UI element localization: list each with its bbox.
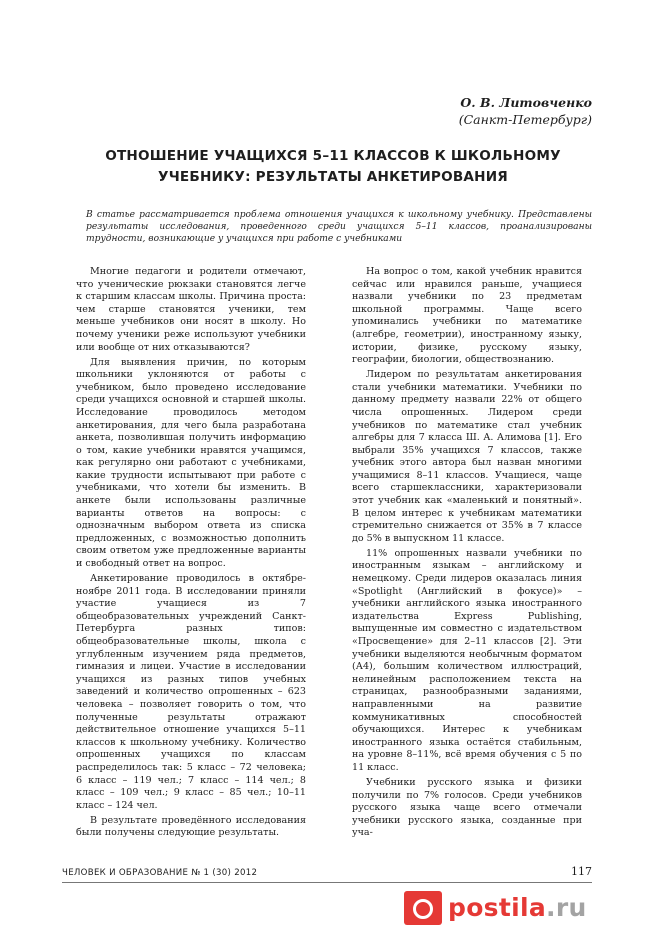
paragraph: Для выявления причин, по которым школьники уклоняются от работы с учебником, было проведено исследование среди учащихся основной и старшей школы. Исследование проводилось методом анкетирования, для чего была разработана анкета, позволившая получить информацию о том, какие учебники нравятся учащимся, как регулярно они работают с учебниками, какие трудности испытывают при работе с учебниками, что хотели бы изменить. В анкете были использованы различные варианты ответов на вопросы: с однозначным выбором ответа из списка предложенных, с возможностью дополнить своим ответом уже предложенные варианты и свободный ответ на вопрос. — [76, 356, 306, 570]
article-title-line-2: УЧЕБНИКУ: РЕЗУЛЬТАТЫ АНКЕТИРОВАНИЯ — [158, 169, 508, 185]
page-number: 117 — [571, 865, 592, 878]
watermark-site: postila — [448, 893, 547, 922]
watermark-tld: .ru — [546, 893, 587, 922]
left-column — [76, 266, 306, 842]
paragraph: Многие педагоги и родители отмечают, что ученические рюкзаки становятся легче к старшим классам школы. Причина проста: чем старше становятся ученики, тем меньше учебников они носят в школу. Но почему ученики реже используют учебники или вообще от них отказываются? — [76, 266, 306, 353]
article-abstract: В статье рассматривается проблема отношения учащихся к школьному учебнику. Представлены результаты исследования, проведенного среди учащихся 5–11 классов, проанализированы трудности, возникающие у учащихся при работе с учебниками — [86, 210, 592, 244]
author-name: О. В. Литовченко — [460, 95, 592, 110]
postila-watermark[interactable] — [404, 890, 654, 928]
paragraph: Учебники русского языка и физики получили по 7% голосов. Среди учебников русского языка чаще всего отмечали учебники русского языка, созданные при уча- — [352, 776, 582, 839]
author-city: (Санкт-Петербург) — [458, 112, 592, 127]
article-title-line-1: ОТНОШЕНИЕ УЧАЩИХСЯ 5–11 КЛАССОВ К ШКОЛЬНОМУ — [105, 148, 561, 164]
paragraph: 11% опрошенных назвали учебники по иностранным языкам – английскому и немецкому. Среди лидеров оказалась линия «Spotlight (Английский в фокусе)» – учебники английского языка иностранного издательства Express Publishing, выпущенные им совместно с издательством «Просвещение» для 2–11 классов [2]. Эти учебники выделяются необычным форматом (А4), большим количеством иллюстраций, нелинейным расположением текста на страницах, разнообразными заданиями, направленными на развитие коммуникативных способностей обучающихся. Интерес к учебникам иностранного языка остаётся стабильным, на уровне 8–11%, всё время обучения с 5 по 11 класс. — [352, 547, 582, 773]
paragraph: Анкетирование проводилось в октябре-ноябре 2011 года. В исследовании приняли участие учащиеся из 7 общеобразовательных учреждений Санкт-Петербурга разных типов: общеобразовательные школы, школа с углубленным изучением ряда предметов, гимназия и лицеи. Участие в исследовании учащихся из разных типов учебных заведений и количество опрошенных – 623 человека – позволяет говорить о том, что полученные результаты отражают действительное отношение учащихся 5–11 классов к школьному учебнику. Количество опрошенных учащихся по классам распределилось так: 5 класс – 72 человека; 6 класс – 119 чел.; 7 класс – 114 чел.; 8 класс – 109 чел.; 9 класс – 85 чел.; 10–11 класс – 124 чел. — [76, 573, 306, 811]
postila-logo-icon — [404, 891, 442, 925]
article-title — [70, 146, 596, 188]
footer-divider — [62, 882, 592, 883]
paragraph: В результате проведённого исследования были получены следующие результаты. — [76, 814, 306, 839]
paragraph: На вопрос о том, какой учебник нравится сейчас или нравился раньше, учащиеся назвали учебники по 23 предметам школьной программы. Чаще всего упоминались учебники по математике (алгебре, геометрии), иностранному языку, истории, физике, русскому языку, географии, биологии, обществознанию. — [352, 266, 582, 366]
journal-footer: ЧЕЛОВЕК И ОБРАЗОВАНИЕ № 1 (30) 2012 — [62, 868, 258, 878]
author-block — [459, 94, 592, 128]
paragraph: Лидером по результатам анкетирования стали учебники математики. Учебники по данному предмету назвали 22% от общего числа опрошенных. Лидером среди учебников по математике стал учебник алгебры для 7 класса Ш. А. Алимова [1]. Его выбрали 35% учащихся 7 классов, также учебник этого автора был назван многими учащимися 8–11 классов. Учащиеся, чаще всего старшеклассники, характеризовали этот учебник как «маленький и понятный». В целом интерес к учебникам математики стремительно снижается от 35% в 7 классе до 5% в выпускном 11 классе. — [352, 369, 582, 544]
right-column — [352, 266, 582, 842]
watermark-text — [448, 890, 587, 926]
